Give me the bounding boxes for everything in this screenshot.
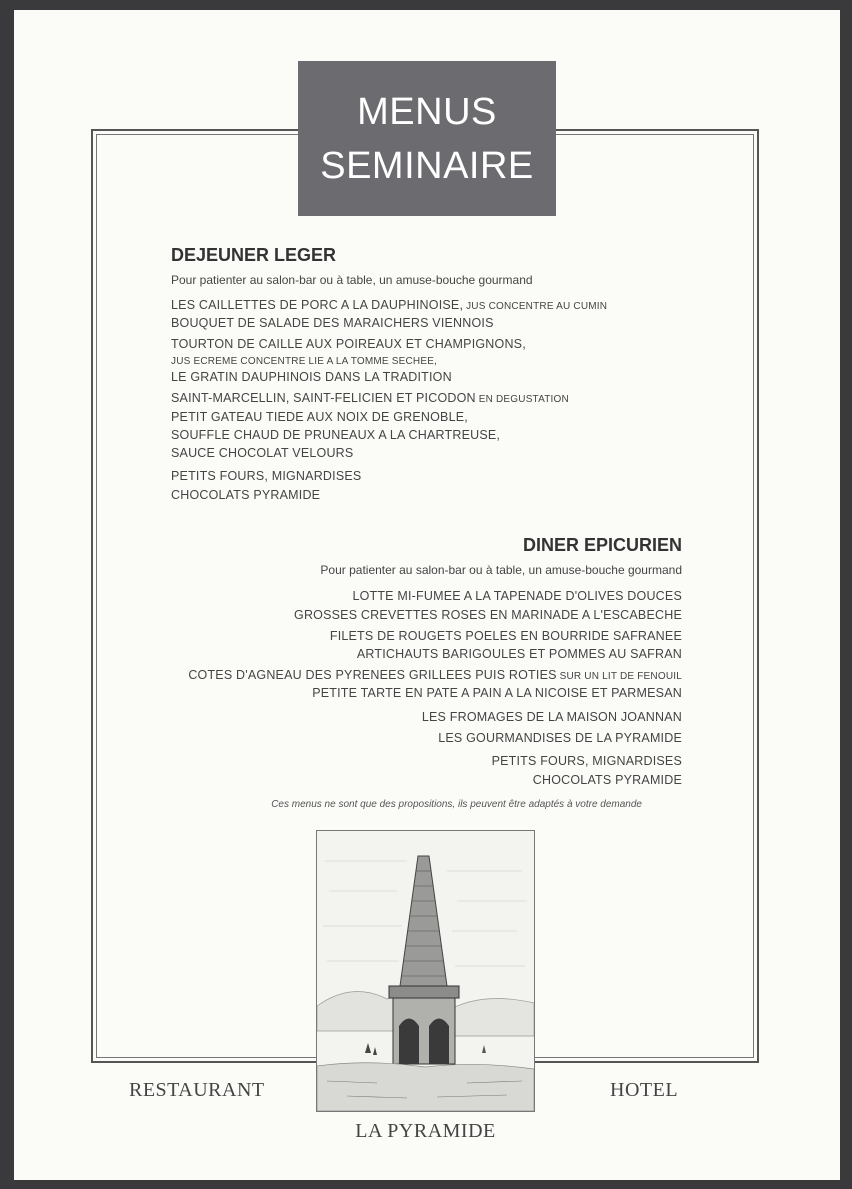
dejeuner-line: BOUQUET DE SALADE DES MARAICHERS VIENNOIS — [171, 316, 494, 330]
title-line-1: MENUS — [357, 90, 497, 133]
title-line-2: SEMINAIRE — [320, 144, 534, 187]
dejeuner-line: JUS ECREME CONCENTRE LIE A LA TOMME SECHEE, — [171, 356, 438, 367]
dejeuner-line: TOURTON DE CAILLE AUX POIREAUX ET CHAMPIGNONS, — [171, 337, 526, 351]
footer-restaurant: RESTAURANT — [129, 1079, 265, 1101]
diner-line: CHOCOLATS PYRAMIDE — [532, 773, 682, 787]
dejeuner-line: LES CAILLETTES DE PORC A LA DAUPHINOISE, JUS CONCENTRE AU CUMIN — [171, 298, 608, 312]
pyramid-illustration — [316, 830, 535, 1112]
dejeuner-line: LE GRATIN DAUPHINOIS DANS LA TRADITION — [171, 370, 452, 384]
dejeuner-intro: Pour patienter au salon-bar ou à table, un amuse-bouche gourmand — [171, 273, 533, 287]
title-box — [298, 61, 556, 216]
diner-line: FILETS DE ROUGETS POELES EN BOURRIDE SAFRANEE — [329, 629, 682, 643]
pyramid-sketch-icon — [317, 831, 534, 1111]
diner-line: ARTICHAUTS BARIGOULES ET POMMES AU SAFRAN — [356, 647, 682, 661]
dejeuner-line: SAUCE CHOCOLAT VELOURS — [171, 446, 354, 460]
diner-line: PETITS FOURS, MIGNARDISES — [491, 754, 682, 768]
dejeuner-line: SOUFFLE CHAUD DE PRUNEAUX A LA CHARTREUSE, — [171, 428, 501, 442]
diner-line: GROSSES CREVETTES ROSES EN MARINADE A L'ESCABECHE — [294, 608, 682, 622]
diner-line: PETITE TARTE EN PATE A PAIN A LA NICOISE ET PARMESAN — [312, 686, 682, 700]
footer-hotel: HOTEL — [610, 1079, 679, 1101]
dejeuner-heading: DEJEUNER LEGER — [171, 245, 337, 265]
diner-line: LOTTE MI-FUMEE A LA TAPENADE D'OLIVES DOUCES — [352, 589, 682, 603]
menu-note: Ces menus ne sont que des propositions, ils peuvent être adaptés à votre demande — [271, 799, 642, 810]
diner-line: COTES D'AGNEAU DES PYRENEES GRILLEES PUIS ROTIES SUR UN LIT DE FENOUIL — [188, 668, 682, 682]
diner-line: LES GOURMANDISES DE LA PYRAMIDE — [438, 731, 682, 745]
footer-la-pyramide: LA PYRAMIDE — [355, 1120, 496, 1142]
diner-line: LES FROMAGES DE LA MAISON JOANNAN — [421, 710, 682, 724]
diner-intro: Pour patienter au salon-bar ou à table, un amuse-bouche gourmand — [320, 563, 682, 577]
dejeuner-line: CHOCOLATS PYRAMIDE — [171, 488, 321, 502]
dejeuner-line: SAINT-MARCELLIN, SAINT-FELICIEN ET PICODON EN DEGUSTATION — [171, 391, 569, 405]
dejeuner-line: PETIT GATEAU TIEDE AUX NOIX DE GRENOBLE, — [171, 410, 468, 424]
diner-heading: DINER EPICURIEN — [522, 535, 682, 555]
dejeuner-line: PETITS FOURS, MIGNARDISES — [171, 469, 362, 483]
